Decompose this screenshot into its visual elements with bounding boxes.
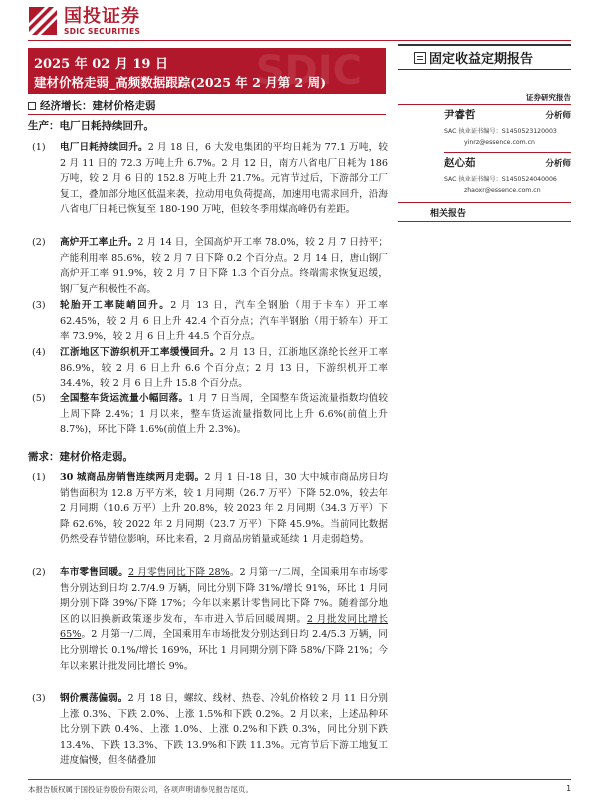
- analyst-sac: SAC 执业证书编号：S1450524040006: [444, 176, 557, 183]
- analyst-rule: [444, 152, 571, 153]
- item-text: 2 月 14 日，全国高炉开工率 78.0%，较 2 月 7 日持平；产能利用率 85.6%，较 2 月 7 日下降 0.2 个百分点。2 月 14 日，唐山钢厂高炉开工率 91.9%，较 2 月 7 日下降 1.3 个百分点。终端需求恢复迟缓，钢厂复产积极性不高。: [60, 237, 388, 295]
- report-doc-icon: [414, 52, 426, 64]
- item-text: 2 月 18 日，螺纹、线材、热卷、冷轧价格较 2 月 11 日分别上涨 0.3%、下跌 2.0%、上涨 1.5%和下跌 0.2%。2 月以来，上述品种环比分别下跌 0.4%、上涨 1.0%、上涨 0.2%和下跌 0.3%，同比分别下跌 13.4%、下跌 13.3%、下跌 13.9%和下跌 11.3%。元宵节后下游工地复工进度偏慢，但冬储叠加: [60, 693, 388, 767]
- wholesale-highlight: 2 月批发同比增长 65%: [60, 613, 389, 641]
- analyst-role: 分析师: [545, 159, 571, 169]
- production-item-4: [28, 345, 388, 392]
- item-lead: 轮胎开工率陡峭回升。: [60, 300, 171, 311]
- item-text: 2 月 1 日-18 日，30 大中城市商品房日均销售面积为 12.8 万平方米，较 1 月同期（26.7 万平）下降 52.0%，较去年 2 月同期（10.6 万平）上升 20.8%，较 2023 年 2 月同期（34.3 万平）下降 62.6%，较 2022 年 2 月同期（23.7 万平）下降 45.9%。当前同比数据仍然受春节错位影响，环比来看，2 月商品房销量或延续 1 月走弱趋势。: [60, 472, 388, 546]
- item-text: 。2 月第一/二周，全国乘用车市场批发分别达到日均 2.4/5.3 万辆，同比分别增长 0.1%/增长 169%，环比 1 月同期分别下降 58%/下降 21%；今年以来累计批发同比增长 9%。: [60, 629, 388, 672]
- research-report-tag: 证券研究报告: [526, 93, 571, 102]
- demand-item-2: [28, 565, 388, 674]
- item-lead: 全国整车货运流量小幅回落。: [60, 393, 189, 404]
- brand-logo: [28, 6, 140, 36]
- analyst-sac: SAC 执业证书编号：S1450523120003: [444, 128, 557, 135]
- production-heading: 生产：电厂日耗持续回升。: [28, 120, 154, 132]
- column-rule: [28, 114, 386, 115]
- item-number: (1): [32, 472, 46, 483]
- item-lead: 30 城商品房销售连续两月走弱。: [60, 472, 205, 483]
- page-header: [0, 0, 600, 44]
- item-number: (4): [32, 347, 46, 358]
- item-lead: 电厂日耗持续回升。: [60, 142, 148, 153]
- item-text: 2 月 18 日，6 大发电集团的平均日耗为 77.1 万吨，较 2 月 11 日的 72.3 万吨上升 6.7%。2 月 12 日，南方八省电厂日耗为 186 万吨，较 2 月 6 日的 152.8 万吨上升 21.7%。元宵节过后，下游部分工厂复工，叠加部分地区低温来袭，拉动用电负荷提高，加速用电需求回升，沿海八省电厂日耗已恢复至 180-190 万吨，但较冬季用煤高峰仍有差距。: [60, 142, 389, 216]
- item-text: 。2 月第一/二周，全国乘用车市场零售分别达到日均 2.7/4.9 万辆，同比分别下降 31%/增长 91%，环比 1 月同期分别下降 39%/下降 17%；今年以来累计零售同比下降 7%。随着部分地区的以旧换新政策逐步发布，车市进入节后回暖周期。: [60, 567, 389, 625]
- square-bullet-icon: [28, 102, 36, 110]
- production-item-3: [28, 298, 388, 345]
- logo-mark-icon: [28, 6, 58, 36]
- footer-rule: [28, 779, 571, 780]
- item-lead: 高炉开工率止升。: [60, 237, 138, 248]
- report-date: 2025 年 02 月 19 日: [34, 57, 168, 72]
- item-number: (1): [32, 142, 46, 153]
- item-number: (3): [32, 300, 46, 311]
- economic-growth-line: [28, 98, 156, 113]
- item-number: (2): [32, 567, 46, 578]
- analyst-rule: [398, 104, 571, 105]
- analyst-name: 尹睿哲: [444, 109, 476, 121]
- item-lead: 车市零售回暖。: [60, 567, 128, 578]
- title-banner: [28, 48, 386, 94]
- item-number: (3): [32, 693, 46, 704]
- production-item-5: [28, 391, 388, 438]
- report-type-text: 固定收益定期报告: [429, 52, 534, 67]
- analyst-email: zhaoxr@essence.com.cn: [464, 187, 541, 194]
- footer-disclaimer: 本报告版权属于国投证券股份有限公司，各项声明请参见报告尾页。: [28, 785, 253, 794]
- banner-watermark: SDIC: [255, 48, 362, 94]
- demand-item-3: [28, 691, 388, 769]
- header-rule: [28, 40, 571, 41]
- item-text: 2 月 13 日，江浙地区涤纶长丝开工率 86.9%，较 2 月 6 日上升 6.6 个百分点；2 月 13 日，下游织机开工率 34.4%，较 2 月 6 日上升 15.8 个百分点。: [60, 347, 388, 390]
- growth-label: 经济增长：: [40, 100, 93, 112]
- growth-value: 建材价格走弱: [92, 100, 156, 112]
- page-number: 1: [566, 784, 571, 793]
- item-number: (5): [32, 393, 46, 404]
- related-reports-heading: 相关报告: [398, 202, 571, 222]
- item-lead: 江浙地区下游织机开工率缓慢回升。: [60, 347, 220, 358]
- report-title: 建材价格走弱_高频数据跟踪(2025 年 2 月第 2 周): [34, 75, 327, 90]
- production-item-1: [28, 140, 388, 218]
- demand-item-1: [28, 470, 388, 548]
- item-text: 1 月 7 日当周，全国整车货运流量指数均值较上周下降 2.4%；1 月以来，整车货运流量指数同比上升 6.6%(前值上升 8.7%)，环比下降 1.6%(前值上升 2.3%)。: [60, 393, 388, 436]
- item-text: 2 月 13 日，汽车全钢胎（用于卡车）开工率 62.45%，较 2 月 6 日上升 42.4 个百分点；汽车半钢胎（用于轿车）开工率 73.9%，较 2 月 6 日上升 44.5 个百分点。: [60, 300, 388, 343]
- production-item-2: [28, 235, 388, 297]
- analyst-email: yinrz@essence.com.cn: [464, 139, 535, 146]
- analyst-role: 分析师: [545, 111, 571, 121]
- report-type-heading: [398, 44, 571, 70]
- demand-heading: 需求：建材价格走弱。: [28, 451, 133, 463]
- logo-en-text: SDIC SECURITIES: [64, 26, 141, 36]
- analyst-name: 赵心茹: [444, 157, 476, 169]
- logo-cn-text: 国投证券: [64, 5, 140, 27]
- item-number: (2): [32, 237, 46, 248]
- item-lead: 钢价震荡偏弱。: [60, 693, 128, 704]
- retail-highlight: 2 月零售同比下降 28%: [127, 567, 230, 578]
